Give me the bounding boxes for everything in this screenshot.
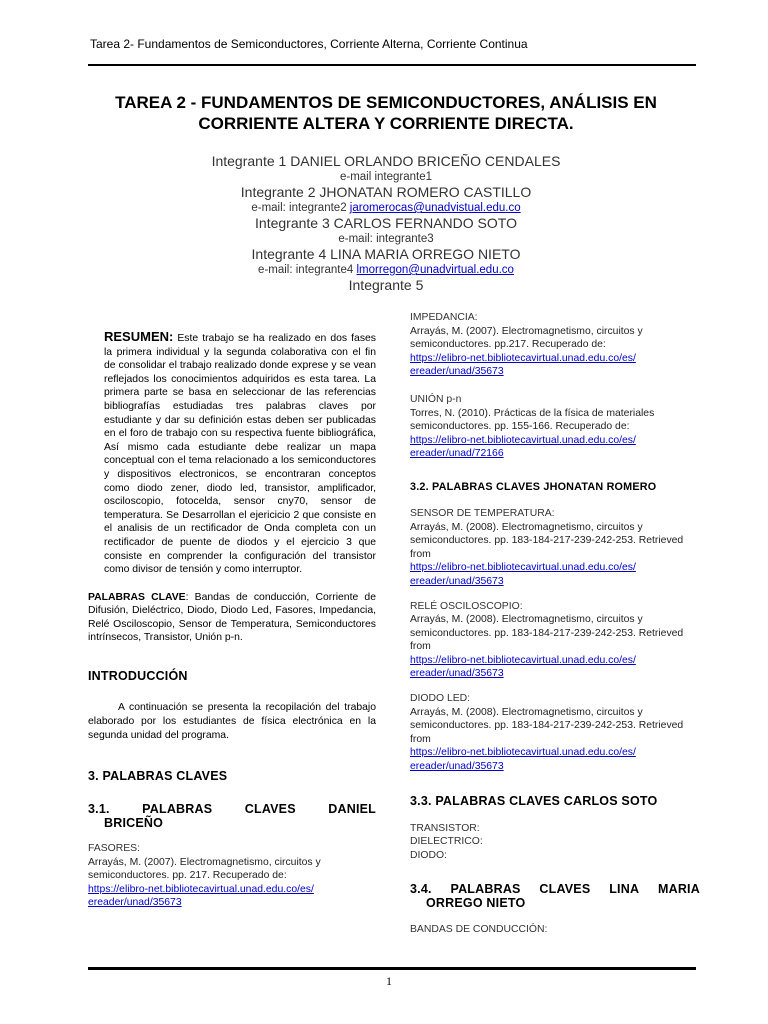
rele-link-1[interactable]: https://elibro-net.bibliotecavirtual.unad.edu.co/es/ bbox=[410, 654, 636, 666]
fasores-entry bbox=[88, 842, 376, 910]
author-4-email-label: e-mail: integrante4 bbox=[258, 264, 354, 276]
dielectrico-term: DIELECTRICO: bbox=[410, 836, 483, 848]
s34-word-5: MARIA bbox=[657, 882, 700, 897]
section-3-1-heading bbox=[88, 802, 376, 830]
sensor-entry bbox=[410, 507, 700, 589]
bandas-entry bbox=[410, 923, 700, 937]
author-4-name: Integrante 4 LINA MARIA ORREGO NIETO bbox=[251, 246, 521, 262]
rele-reference: Arrayás, M. (2008). Electromagnetismo, circuitos y semiconductores. pp. 183-184-217-239-242-253. Retrieved from bbox=[410, 614, 684, 653]
s31-word-4: DANIEL bbox=[328, 802, 376, 817]
union-entry bbox=[410, 393, 700, 461]
impedancia-link-1[interactable]: https://elibro-net.bibliotecavirtual.unad.edu.co/es/ bbox=[410, 352, 636, 364]
keywords-heading: PALABRAS CLAVE bbox=[88, 591, 186, 603]
s34-line-2: ORREGO NIETO bbox=[426, 896, 526, 911]
union-term: UNIÓN p-n bbox=[410, 393, 462, 405]
rele-entry bbox=[410, 600, 700, 682]
union-link-1[interactable]: https://elibro-net.bibliotecavirtual.unad.edu.co/es/ bbox=[410, 434, 636, 446]
impedancia-link-2[interactable]: ereader/unad/35673 bbox=[410, 366, 504, 378]
s31-word-2: PALABRAS bbox=[142, 802, 213, 817]
diodo-term: DIODO: bbox=[410, 849, 447, 861]
header-rule bbox=[88, 64, 696, 66]
sensor-reference: Arrayás, M. (2008). Electromagnetismo, circuitos y semiconductores. pp. 183-184-217-239-242-253. Retrieved from bbox=[410, 521, 684, 560]
abstract-heading: RESUMEN: bbox=[104, 329, 174, 344]
author-1-name: Integrante 1 DANIEL ORLANDO BRICEÑO CENDALES bbox=[211, 153, 561, 169]
author-4-email-line bbox=[90, 263, 682, 277]
s31-word-1: 3.1. bbox=[88, 802, 110, 817]
running-header: Tarea 2- Fundamentos de Semiconductores, Corriente Alterna, Corriente Continua bbox=[90, 37, 528, 51]
author-3-name: Integrante 3 CARLOS FERNANDO SOTO bbox=[255, 215, 517, 231]
section-3-4-heading bbox=[410, 882, 700, 910]
author-2-email-label: e-mail: integrante2 bbox=[251, 202, 347, 214]
intro-text: A continuación se presenta la recopilación del trabajo elaborado por los estudiantes de física electrónica en la segunda unidad del programa. bbox=[88, 702, 376, 742]
fasores-reference: Arrayás, M. (2007). Electromagnetismo, circuitos y semiconductores. pp. 217. Recuperado de: bbox=[88, 856, 321, 882]
s31-word-3: CLAVES bbox=[244, 802, 296, 817]
page-number: 1 bbox=[386, 974, 392, 988]
impedancia-term: IMPEDANCIA: bbox=[410, 312, 478, 323]
transistor-term: TRANSISTOR: bbox=[410, 822, 480, 834]
s34-word-2: PALABRAS bbox=[450, 882, 521, 897]
author-4-email-link[interactable]: lmorregon@unadvirtual.edu.co bbox=[356, 264, 514, 276]
author-1-email: e-mail integrante1 bbox=[339, 171, 433, 183]
keywords-paragraph bbox=[88, 591, 376, 645]
impedancia-entry bbox=[410, 311, 700, 379]
section-3-3-heading: 3.3. PALABRAS CLAVES CARLOS SOTO bbox=[410, 793, 658, 808]
union-reference: Torres, N. (2010). Prácticas de la física de materiales semiconductores. pp. 155-166. Recuperado de: bbox=[410, 407, 655, 433]
title-line-2: CORRIENTE ALTERA Y CORRIENTE DIRECTA. bbox=[198, 114, 574, 133]
author-list bbox=[90, 153, 682, 294]
sensor-link-1[interactable]: https://elibro-net.bibliotecavirtual.unad.edu.co/es/ bbox=[410, 562, 636, 574]
carlos-terms bbox=[410, 822, 700, 863]
s34-word-1: 3.4. bbox=[410, 882, 432, 897]
left-column bbox=[88, 330, 376, 910]
diodo-led-reference: Arrayás, M. (2008). Electromagnetismo, circuitos y semiconductores. pp. 183-184-217-239-242-253. Retrieved from bbox=[410, 706, 684, 745]
intro-heading: INTRODUCCIÓN bbox=[88, 669, 188, 684]
diodo-led-link-2[interactable]: ereader/unad/35673 bbox=[410, 761, 504, 773]
s34-word-4: LINA bbox=[609, 882, 640, 897]
impedancia-reference: Arrayás, M. (2007). Electromagnetismo, circuitos y semiconductores. pp.217. Recuperado de: bbox=[410, 325, 643, 351]
diodo-led-entry bbox=[410, 692, 700, 774]
title-line-1: TAREA 2 - FUNDAMENTOS DE SEMICONDUCTORES, ANÁLISIS EN bbox=[115, 93, 657, 112]
diodo-led-link-1[interactable]: https://elibro-net.bibliotecavirtual.unad.edu.co/es/ bbox=[410, 747, 636, 759]
sensor-term: SENSOR DE TEMPERATURA: bbox=[410, 507, 555, 519]
s34-word-3: CLAVES bbox=[539, 882, 591, 897]
author-2-email-line bbox=[90, 201, 682, 215]
union-link-2[interactable]: ereader/unad/72166 bbox=[410, 448, 504, 460]
s31-line-2: BRICEÑO bbox=[104, 816, 164, 831]
sensor-link-2[interactable]: ereader/unad/35673 bbox=[410, 575, 504, 587]
author-3-email: e-mail: integrante3 bbox=[338, 233, 434, 245]
document-title bbox=[90, 92, 682, 134]
author-2-email-link[interactable]: jaromerocas@unadvistual.edu.co bbox=[349, 202, 521, 214]
rele-link-2[interactable]: ereader/unad/35673 bbox=[410, 668, 504, 680]
abstract-paragraph bbox=[104, 330, 376, 577]
author-5-name: Integrante 5 bbox=[348, 277, 424, 293]
abstract-text: Este trabajo se ha realizado en dos fases la primera individual y la segunda colaborativa con el fin de consolidar el trabajo realizado donde exprese y se vean reflejados los conocimientos adquiridos es esta tarea. La primera parte se basa en seleccionar de las referencias bibliografías estudiadas tres palabras claves por estudiante y dar su definición estas deben ser publicadas en el foro de trabajo con su respectiva fuente bibliográfica, Así mismo cada estudiante debe realizar un mapa conceptual con el tema relacionado a los semiconductores y dispositivos electronicos, se encontraran conceptos como diodo zener, diodo led, transistor, amplificador, osciloscopio, fotocelda, sensor cny70, sensor de temperatura. Se Desarrollan el ejericicio 2 que consiste en el analisis de un rectificador de Onda completa con un rectificador de puente de diodos y el ejercicio 3 que consiste en comprender la configuración del transistor como divisor de tensión y como interruptor. bbox=[104, 333, 376, 576]
fasores-link-2[interactable]: ereader/unad/35673 bbox=[88, 897, 182, 909]
fasores-term: FASORES: bbox=[88, 843, 140, 855]
bandas-term: BANDAS DE CONDUCCIÓN: bbox=[410, 924, 548, 936]
rele-term: RELÉ OSCILOSCOPIO: bbox=[410, 600, 523, 612]
keywords-text: : Bandas de conducción, Corriente de Difusión, Dieléctrico, Diodo, Diodo Led, Fasores, Impedancia, Relé Osciloscopio, Sensor de Temperatura, Semiconductores intrínsecos, Transistor, Unión p-n. bbox=[88, 591, 376, 644]
section-3-2-heading: 3.2. PALABRAS CLAVES JHONATAN ROMERO bbox=[410, 480, 657, 493]
section-3-heading: 3. PALABRAS CLAVES bbox=[88, 769, 228, 784]
diodo-led-term: DIODO LED: bbox=[410, 693, 471, 705]
right-column bbox=[410, 311, 700, 937]
fasores-link-1[interactable]: https://elibro-net.bibliotecavirtual.unad.edu.co/es/ bbox=[88, 883, 314, 895]
author-2-name: Integrante 2 JHONATAN ROMERO CASTILLO bbox=[240, 184, 532, 200]
footer-rule bbox=[88, 967, 696, 970]
